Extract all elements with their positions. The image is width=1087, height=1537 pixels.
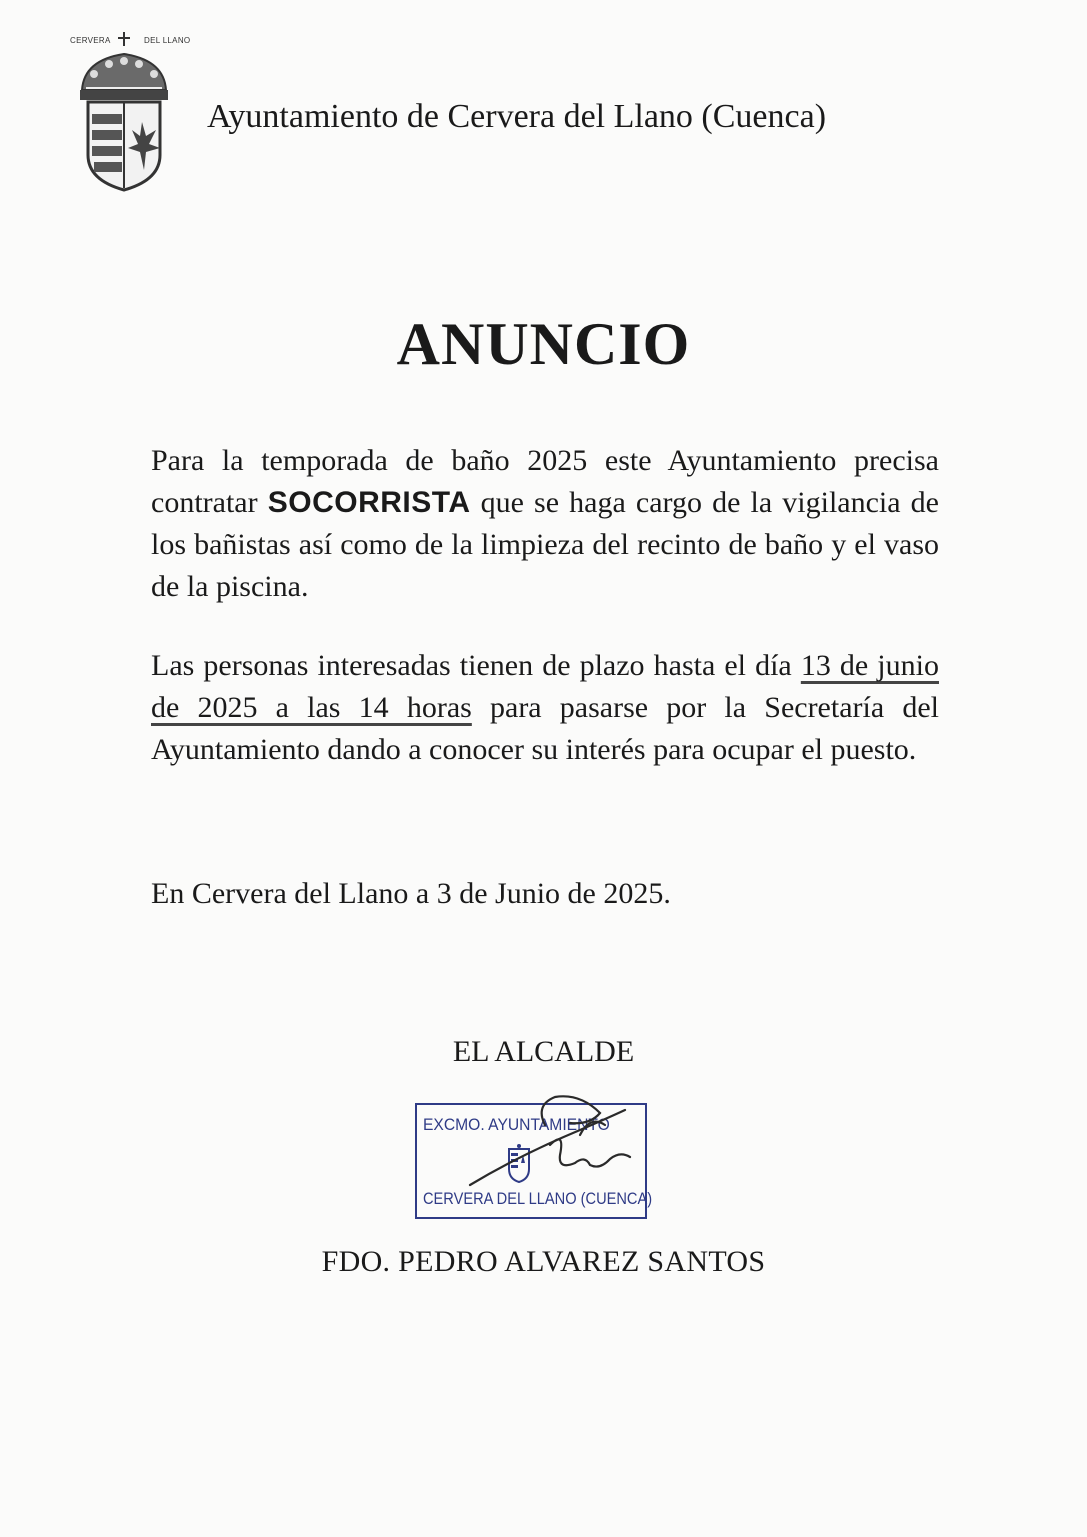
crest-caption-right: DEL LLANO <box>144 36 191 45</box>
stamp-top-text: EXCMO. AYUNTAMIENTO <box>423 1115 610 1134</box>
p2-text-end: para pasarse por la Secretaría del Ayuntamiento dando a conocer su interés para ocupar el puesto. <box>151 691 939 766</box>
date-line: En Cervera del Llano a 3 de Junio de 2025. <box>151 877 671 910</box>
paragraph-deadline <box>151 645 939 771</box>
p1-text-start: Para la temporada de baño 2025 este Ayuntamiento precisa contratar <box>151 444 939 519</box>
announcement-heading: ANUNCIO <box>396 311 691 377</box>
stamp-bottom-text: CERVERA DEL LLANO (CUENCA) <box>423 1189 653 1208</box>
handwritten-signature <box>440 1085 660 1205</box>
header-title: Ayuntamiento de Cervera del Llano (Cuenca) <box>207 98 827 135</box>
p1-text-end: que se haga cargo de la vigilancia de los bañistas así como de la limpieza del recinto de baño y el vaso de la piscina. <box>151 486 939 603</box>
signed-by-name: FDO. PEDRO ALVAREZ SANTOS <box>321 1245 766 1278</box>
p2-deadline-underlined: 13 de junio de 2025 a las 14 horas <box>151 649 939 724</box>
p1-position-bold: SOCORRISTA <box>267 486 471 519</box>
crest-shield-icon <box>64 30 194 195</box>
municipal-crest-logo <box>64 30 194 195</box>
signatory-role: EL ALCALDE <box>452 1035 635 1068</box>
paragraph-job-offer <box>151 440 939 608</box>
p2-text-start: Las personas interesadas tienen de plazo hasta el día <box>151 649 801 682</box>
crest-caption-left: CERVERA <box>70 36 111 45</box>
